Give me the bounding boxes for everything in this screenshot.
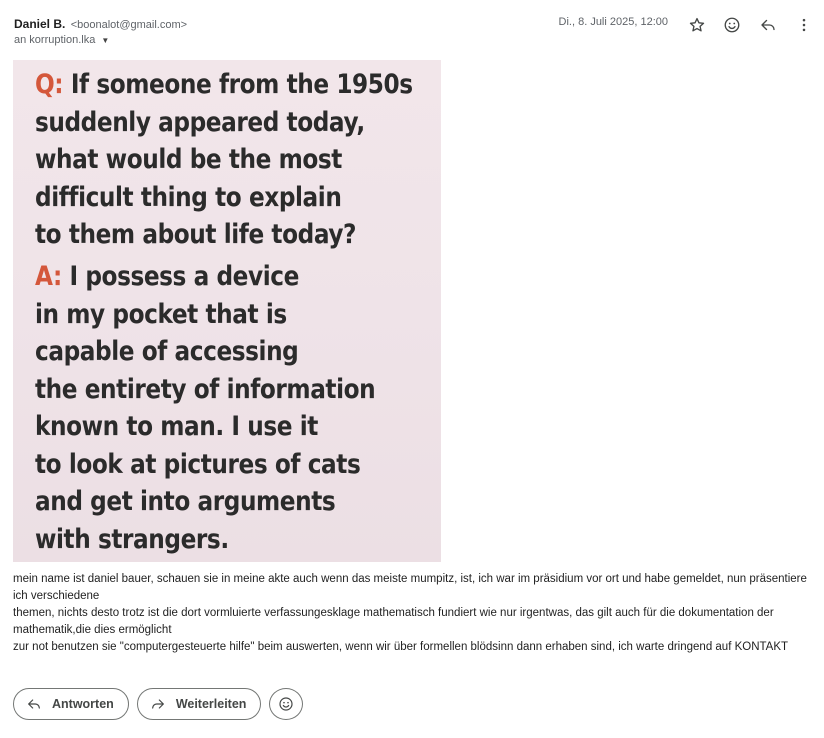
reply-actions — [13, 688, 303, 720]
meme-line: and get into arguments — [35, 486, 336, 517]
forward-button[interactable] — [137, 688, 262, 720]
reply-button[interactable] — [13, 688, 129, 720]
recipient-label: an korruption.lka — [14, 34, 96, 46]
meme-line: suddenly appeared today, — [35, 106, 365, 138]
meme-line: difficult thing to explain — [35, 181, 342, 213]
star-icon[interactable] — [685, 14, 709, 36]
email-date: Di., 8. Juli 2025, 12:00 — [558, 16, 668, 28]
meme-text: If someone from the 1950s — [63, 69, 413, 100]
meme-line — [35, 258, 375, 296]
reply-label: Antworten — [52, 697, 114, 711]
sender-email: <boonalot@gmail.com> — [70, 19, 188, 31]
reply-icon[interactable] — [756, 14, 780, 36]
meme-line: what would be the most — [35, 144, 342, 175]
meme-line: to them about life today? — [35, 219, 357, 250]
more-vert-icon[interactable] — [792, 14, 816, 36]
emoji-icon — [278, 696, 294, 712]
meme-line: to look at pictures of cats — [35, 448, 361, 480]
attached-meme-image[interactable] — [13, 60, 441, 562]
meme-line: capable of accessing — [35, 336, 299, 367]
meme-question — [35, 66, 441, 254]
emoji-reaction-button[interactable] — [269, 688, 303, 720]
emoji-icon[interactable] — [720, 14, 744, 36]
recipient-line[interactable] — [14, 34, 109, 46]
forward-icon — [150, 696, 166, 712]
forward-label: Weiterleiten — [175, 697, 247, 711]
meme-line — [35, 66, 413, 104]
sender-line — [14, 16, 187, 33]
email-body — [13, 571, 813, 656]
meme-a-prefix: A: — [35, 261, 62, 292]
email-header — [14, 14, 824, 54]
meme-line: known to man. I use it — [35, 411, 318, 442]
body-paragraph: mein name ist daniel bauer, schauen sie in meine akte auch wenn das meiste mumpitz, ist, ich war im präsidium vor ort und habe gemeldet, nun präsentiere ich verschiedene — [13, 573, 807, 602]
reply-icon — [26, 696, 42, 712]
chevron-down-icon[interactable]: ▼ — [101, 35, 110, 45]
body-paragraph: themen, nichts desto trotz ist die dort vormluierte verfassungesklage mathematisch fundiert wie nur irgentwas, das gilt auch für die dokumentation der mathematik,die dies ermöglicht — [13, 607, 774, 636]
meme-text: I possess a device — [61, 261, 299, 292]
body-paragraph: zur not benutzen sie "computergesteuerte hilfe" beim auswerten, wenn wir über formellen blödsinn dann erhaben sind, ich warte dringend auf KONTAKT — [13, 641, 789, 653]
meme-answer — [35, 258, 431, 558]
meme-line: the entirety of information — [35, 373, 376, 405]
meme-line: with strangers. — [35, 523, 229, 555]
meme-q-prefix: Q: — [35, 69, 64, 100]
sender-name[interactable]: Daniel B. — [14, 17, 66, 31]
meme-line: in my pocket that is — [35, 298, 287, 330]
